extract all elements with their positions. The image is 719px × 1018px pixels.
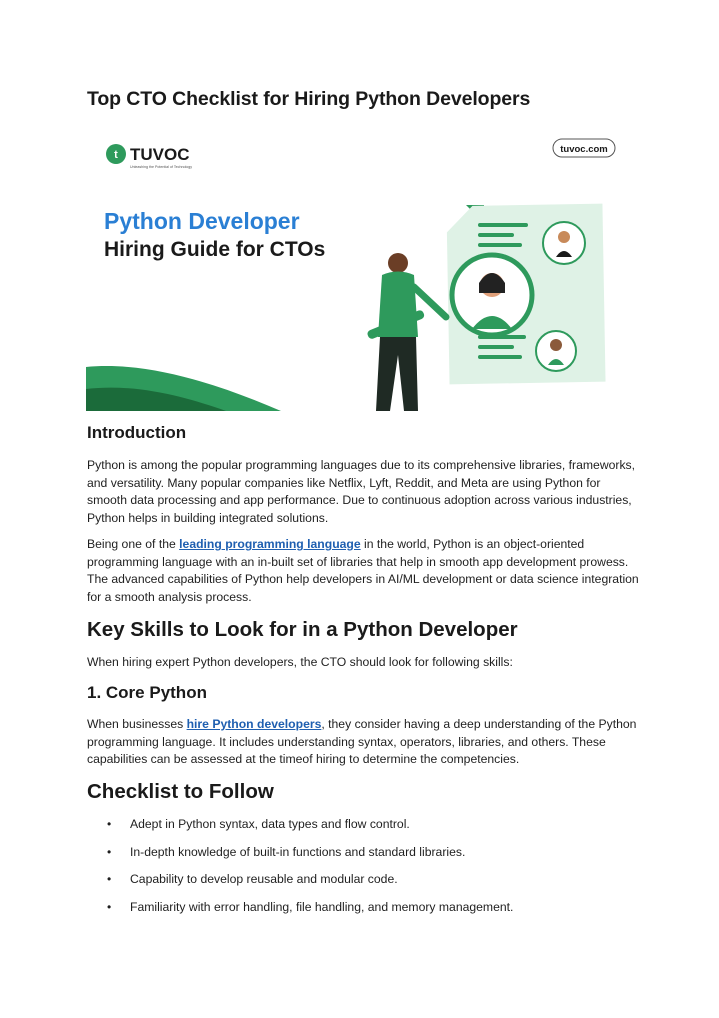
key-skills-intro: When hiring expert Python developers, the CTO should look for following skills: [87,655,513,669]
checklist-item: • Capability to develop reusable and modular code. [107,872,398,886]
avatar-top-right [543,222,585,264]
site-badge-text: tuvoc.com [560,144,608,155]
leading-programming-language-link[interactable]: leading programming language [179,537,361,551]
core-python-paragraph: When businesses hire Python developers, they consider having a deep understanding of the Python programming language. It includes understanding syntax, operators, libraries, and others. These capabilities can be assessed at the timeof hiring to determine the competencies. [87,717,637,767]
banner-headline-line1: Python Developer [104,208,300,234]
introduction-paragraph-1: Python is among the popular programming languages due to its comprehensive libraries, frameworks, and versatility. Many popular companies like Netflix, Lyft, Reddit, and Meta are using Python for smooth data processing and app performance. Due to continuous adoption across various industries, Python helps in building integrated solutions. [87,458,636,525]
hire-python-developers-link[interactable]: hire Python developers [186,717,322,731]
introduction-heading: Introduction [87,423,187,442]
key-skills-heading: Key Skills to Look for in a Python Developer [87,618,518,641]
checklist-item: • Adept in Python syntax, data types and flow control. [107,817,410,831]
svg-text:t: t [114,149,118,161]
tuvoc-logo [106,144,192,169]
banner-illustration [86,125,633,411]
logo-wordmark: TUVOC [130,145,190,164]
checklist-item: • In-depth knowledge of built-in functions and standard libraries. [107,844,466,859]
hero-banner [86,125,633,411]
standing-person [376,253,446,411]
banner-headline-line2: Hiring Guide for CTOs [104,238,326,261]
avatar-bottom-right [536,331,576,371]
page-title: Top CTO Checklist for Hiring Python Developers [87,88,531,110]
core-python-heading: 1. Core Python [87,683,207,702]
checklist-item: • Familiarity with error handling, file handling, and memory management. [107,899,514,914]
logo-tagline: Unleashing the Potential of Technology [130,165,193,169]
checklist-heading: Checklist to Follow [87,780,274,803]
introduction-paragraph-2: Being one of the leading programming language in the world, Python is an object-oriented programming language with an in-built set of libraries that help in smooth app development prowess. The advanced capabilities of Python help developers in AI/ML development or data science integration for a smooth analysis process. [87,537,639,604]
site-badge [553,139,615,157]
checklist-list [87,816,639,926]
